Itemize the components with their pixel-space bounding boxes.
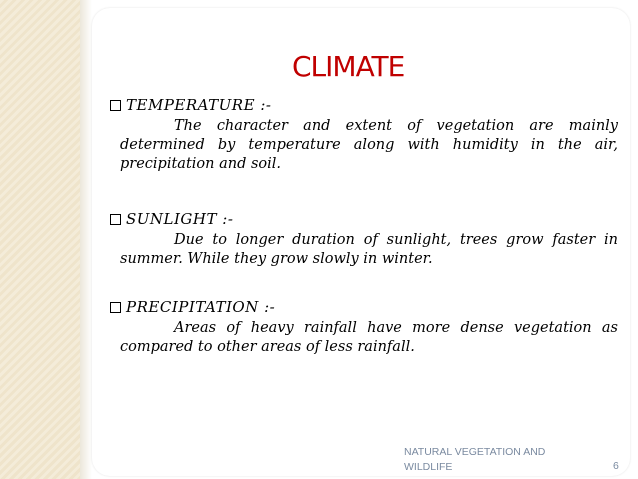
slide-title (92, 50, 630, 83)
slide-card (92, 8, 630, 476)
page-number: 6 (613, 460, 619, 472)
footer-text: NATURAL VEGETATION AND WILDLIFE (404, 446, 546, 473)
checkbox-bullet-icon (110, 302, 121, 313)
checkbox-bullet-icon (110, 214, 121, 225)
section-heading (110, 210, 618, 228)
section-sunlight (110, 210, 618, 269)
section-heading-text: PRECIPITATION :- (126, 298, 276, 316)
decorative-edge-shadow (80, 0, 92, 479)
section-temperature (110, 96, 618, 174)
section-heading (110, 298, 618, 316)
section-heading-text: TEMPERATURE :- (126, 96, 272, 114)
section-heading-text: SUNLIGHT :- (126, 210, 234, 228)
slide-title-text: CLIMATE (292, 50, 405, 83)
section-body: Areas of heavy rainfall have more dense vegetation as compared to other areas of less rainfall. (120, 320, 618, 355)
section-body: The character and extent of vegetation are mainly determined by temperature along with humidity in the air, precipitation and soil. (120, 118, 618, 172)
section-body: Due to longer duration of sunlight, trees grow faster in summer. While they grow slowly in winter. (120, 232, 618, 267)
checkbox-bullet-icon (110, 100, 121, 111)
section-heading (110, 96, 618, 114)
decorative-left-band (0, 0, 80, 479)
section-precipitation (110, 298, 618, 357)
